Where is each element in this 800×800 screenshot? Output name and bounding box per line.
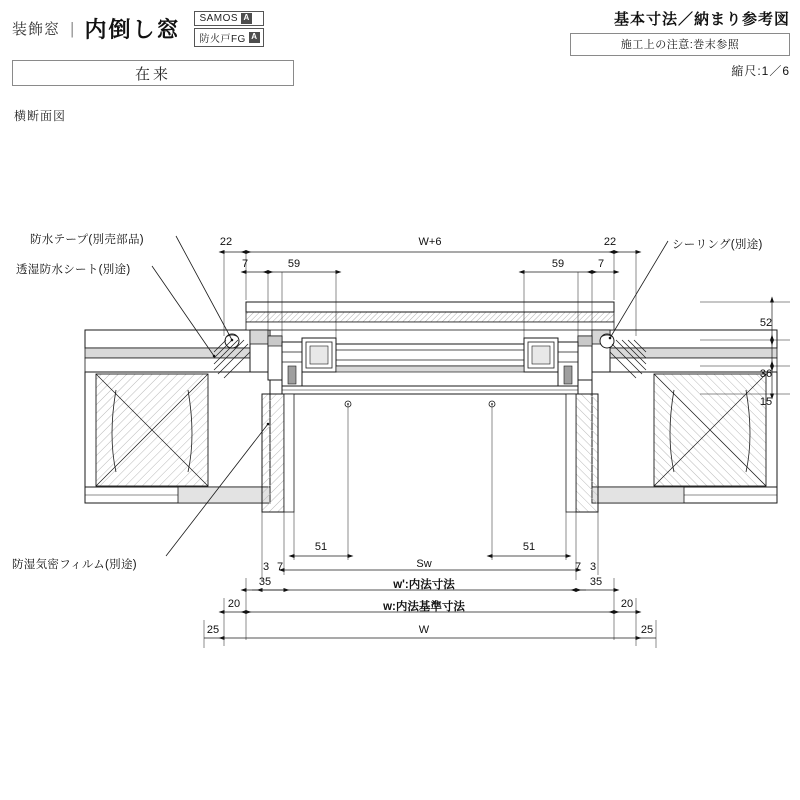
dim-right-59: 59 (551, 258, 565, 270)
dim-w-label: w:内法基準寸法 (383, 601, 465, 613)
dim-top-center: W+6 (418, 236, 442, 248)
construction-method-box: 在来 (12, 60, 294, 86)
dim-side-36: 36 (759, 368, 773, 380)
dim-top-right-22: 22 (603, 236, 617, 248)
dim-left-20: 20 (227, 598, 241, 610)
dim-sw: Sw (416, 558, 432, 570)
construction-note-box: 施工上の注意:巻末参照 (570, 33, 790, 56)
dim-bottom-3-right: 3 (589, 561, 597, 573)
dim-bottom-3-left: 3 (262, 561, 270, 573)
dim-left-25: 25 (206, 624, 220, 636)
dim-right-20: 20 (620, 598, 634, 610)
window-frame (214, 302, 646, 512)
dim-right-7: 7 (597, 258, 605, 270)
badge-samos-label: SAMOS (199, 13, 239, 24)
dim-right-35: 35 (589, 576, 603, 588)
dim-side-52: 52 (759, 317, 773, 329)
dim-bottom-7-right: 7 (574, 561, 582, 573)
badge-fireproof-label: 防火戸FG (199, 34, 246, 45)
section-view-label: 横断面図 (14, 109, 67, 123)
dim-bottom-7-left: 7 (276, 561, 284, 573)
dim-left-35: 35 (258, 576, 272, 588)
product-category: 装飾窓 (12, 21, 61, 38)
page-title: 内倒し窓 (84, 17, 181, 42)
dim-left-7: 7 (241, 258, 249, 270)
callout-waterproof-tape: 防水テープ(別売部品) (30, 234, 144, 246)
dim-w-dash-label: w':内法寸法 (393, 579, 455, 591)
dim-bottom-W: W (418, 624, 430, 636)
dim-bottom-51-left: 51 (314, 541, 328, 553)
dim-right-25: 25 (640, 624, 654, 636)
badge-fireproof-mark: A (249, 32, 260, 43)
callout-vapor-barrier-film: 防湿気密フィルム(別途) (12, 559, 137, 571)
callout-sealing: シーリング(別途) (672, 239, 763, 251)
header-right-title: 基本寸法／納まり参考図 (613, 11, 790, 28)
dim-side-15: 15 (759, 396, 773, 408)
scale-label: 縮尺:1／6 (731, 64, 790, 78)
dim-bottom-51-right: 51 (522, 541, 536, 553)
header-separator: | (70, 18, 75, 38)
badge-samos-mark: A (241, 13, 252, 24)
dim-left-59: 59 (287, 258, 301, 270)
dim-top-left-22: 22 (219, 236, 233, 248)
callout-moisture-permeable-sheet: 透湿防水シート(別途) (16, 264, 131, 276)
